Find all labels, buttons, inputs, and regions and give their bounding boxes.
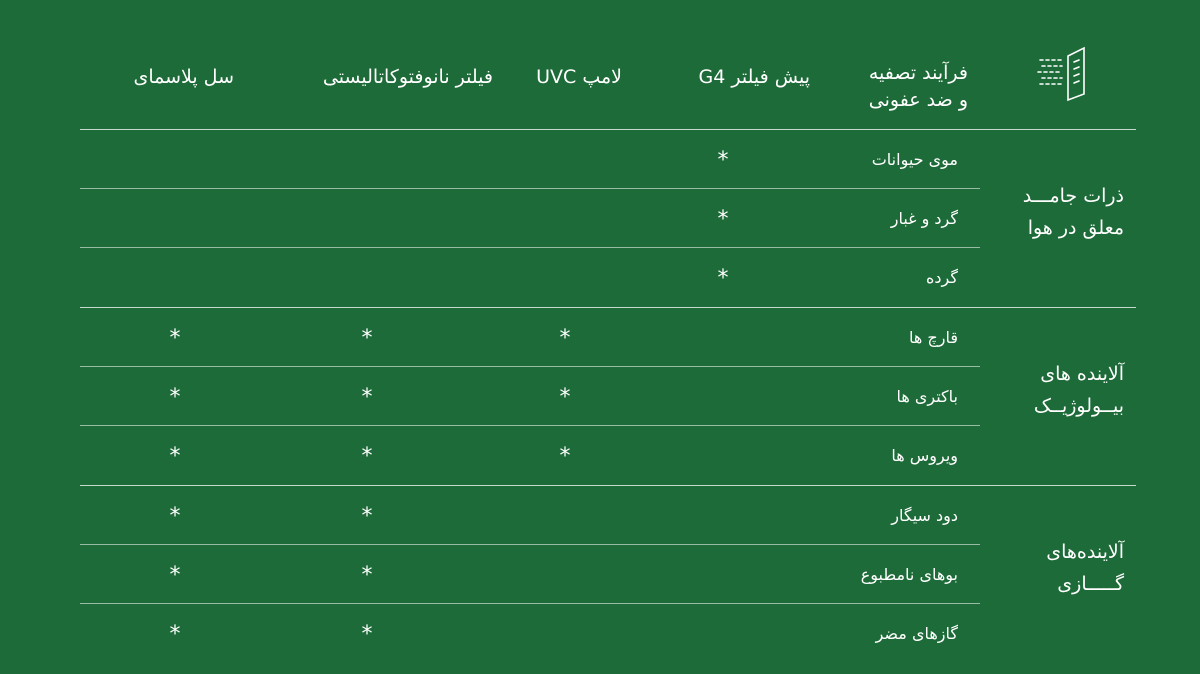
divider (80, 485, 1136, 486)
group-label-gases (1046, 536, 1124, 600)
check-mark: * (559, 326, 571, 351)
header-process-line2: و ضد عفونی (868, 89, 968, 111)
row-label: گرد و غبار (890, 209, 958, 228)
row-label: دود سیگار (891, 506, 958, 525)
check-mark: * (361, 563, 373, 588)
row-label: موی حیوانات (871, 150, 958, 169)
check-mark: * (559, 385, 571, 410)
divider (80, 307, 1136, 308)
group-label-line: آلاینده های (1040, 363, 1124, 385)
check-mark: * (169, 444, 181, 469)
row-label: ویروس ها (891, 446, 958, 465)
row-label: گرده (926, 268, 958, 287)
check-mark: * (361, 444, 373, 469)
check-mark: * (717, 266, 729, 291)
group-label-line: آلاینده‌های (1046, 541, 1124, 563)
check-mark: * (169, 563, 181, 588)
check-mark: * (169, 504, 181, 529)
row-label: بوهای نامطبوع (860, 565, 958, 584)
divider (80, 603, 980, 604)
group-label-particles (1023, 180, 1124, 244)
column-header-photocatalytic: فیلتر نانوفتوکاتالیستی (322, 66, 493, 88)
header-process-line1: فرآیند تصفیه (868, 62, 968, 84)
group-label-line: بیــولوژیــک (1033, 395, 1124, 417)
divider (80, 544, 980, 545)
check-mark: * (169, 326, 181, 351)
check-mark: * (717, 207, 729, 232)
check-mark: * (169, 622, 181, 647)
divider (80, 129, 1136, 130)
check-mark: * (717, 148, 729, 173)
check-mark: * (361, 326, 373, 351)
air-purifier-icon (1030, 42, 1092, 104)
group-label-line: ذرات جامـــد (1022, 185, 1124, 207)
group-label-line: گـــــازی (1057, 573, 1124, 595)
check-mark: * (169, 385, 181, 410)
check-mark: * (361, 504, 373, 529)
group-label-line: معلق در هوا (1027, 217, 1124, 239)
divider (80, 425, 980, 426)
check-mark: * (559, 444, 571, 469)
column-header-plasma: سل پلاسمای (133, 66, 234, 88)
header-process (869, 60, 968, 114)
check-mark: * (361, 385, 373, 410)
column-header-g4: پیش فیلتر G4 (698, 66, 810, 88)
row-label: گازهای مضر (875, 624, 958, 643)
group-label-biological (1034, 358, 1124, 422)
divider (80, 366, 980, 367)
divider (80, 188, 980, 189)
divider (80, 247, 980, 248)
column-header-uvc: لامپ UVC (536, 66, 622, 88)
row-label: باکتری ها (896, 387, 958, 406)
row-label: قارچ ها (909, 328, 958, 347)
check-mark: * (361, 622, 373, 647)
